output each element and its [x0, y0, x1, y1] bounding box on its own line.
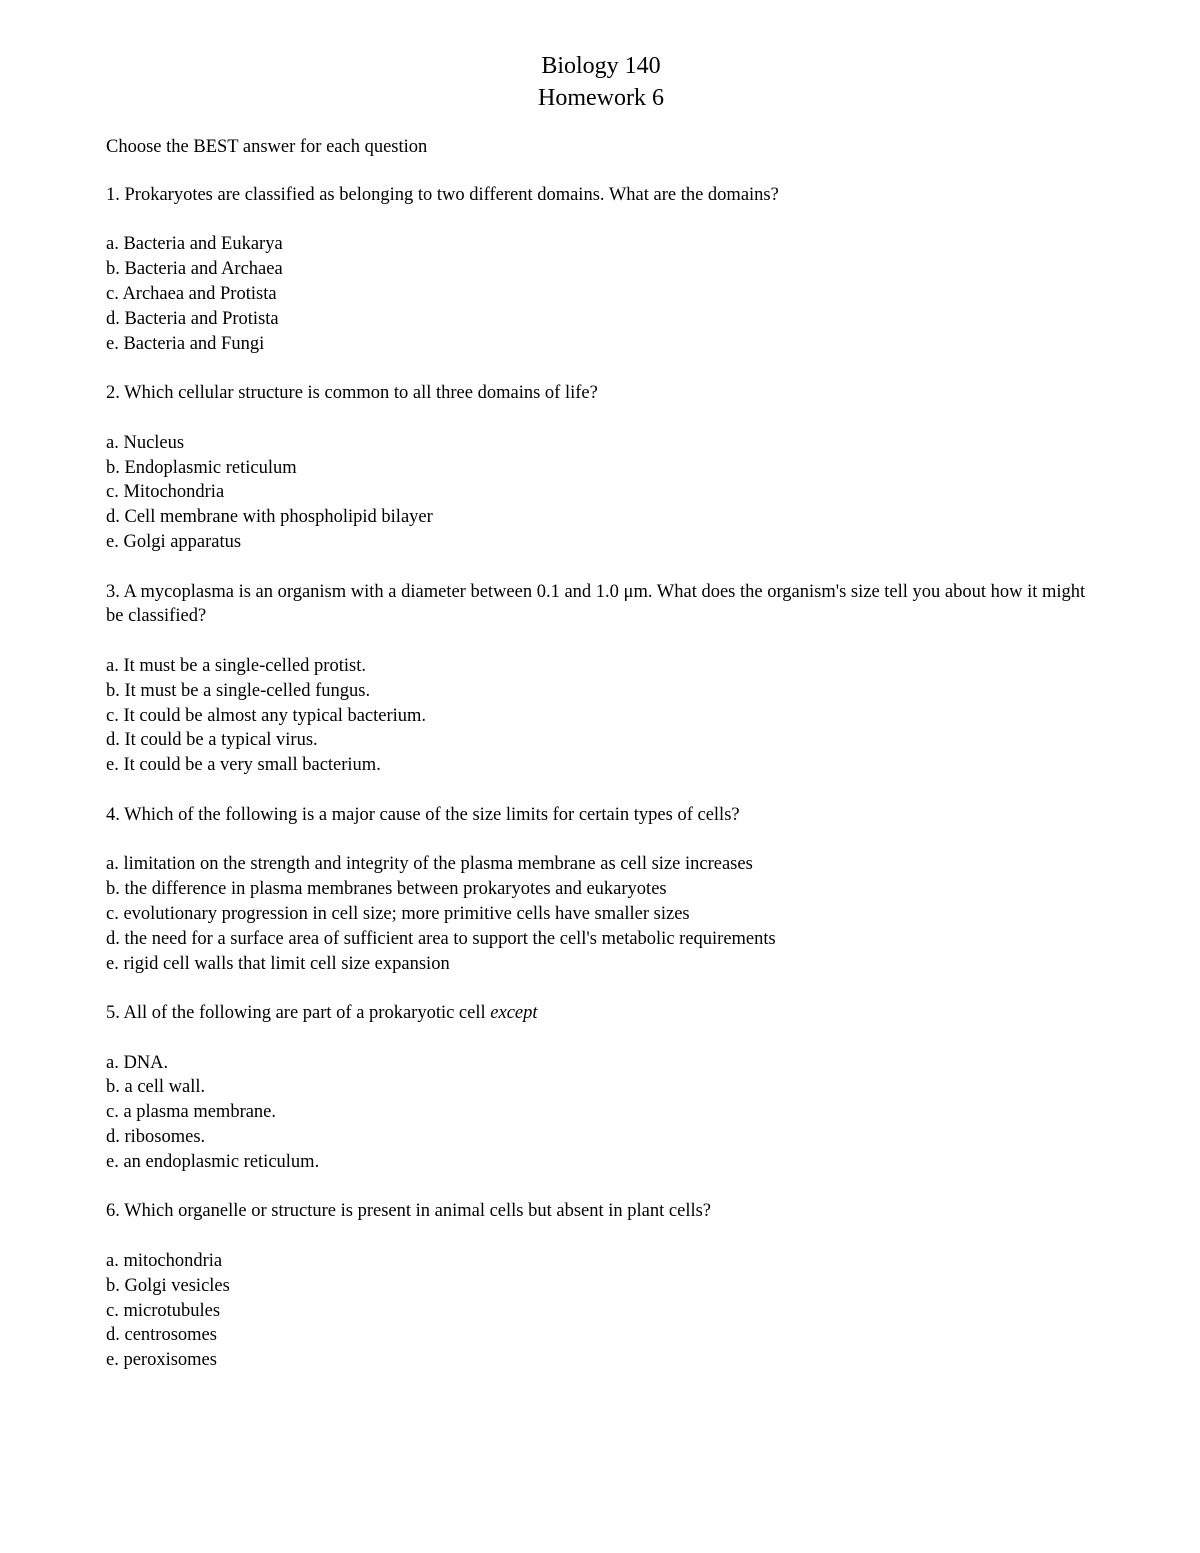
- option-c: c. It could be almost any typical bacterium.: [106, 705, 427, 726]
- option-b: b. It must be a single-celled fungus.: [106, 680, 371, 701]
- option-e: e. Bacteria and Fungi: [106, 333, 265, 354]
- course-title: Biology 140: [541, 53, 661, 79]
- question-3: [106, 580, 1096, 778]
- question-5: [106, 1001, 1096, 1175]
- option-c: c. microtubules: [106, 1300, 221, 1321]
- assignment-title: Homework 6: [538, 85, 664, 111]
- question-text: 4. Which of the following is a major cause of the size limits for certain types of cells?: [106, 804, 740, 825]
- question-emphasis: except: [490, 1003, 538, 1024]
- question-text: 3. A mycoplasma is an organism with a diameter between 0.1 and 1.0 μm. What does the organism's size tell you about how it might be classified?: [106, 581, 1086, 627]
- option-b: b. Bacteria and Archaea: [106, 259, 283, 280]
- question-2: [106, 381, 1096, 555]
- option-c: c. evolutionary progression in cell size; more primitive cells have smaller sizes: [106, 903, 690, 924]
- option-d: d. Cell membrane with phospholipid bilayer: [106, 507, 433, 528]
- document-header: [106, 50, 1096, 114]
- option-b: b. Golgi vesicles: [106, 1275, 230, 1296]
- question-1: [106, 183, 1096, 357]
- option-c: c. Mitochondria: [106, 482, 225, 503]
- option-c: c. Archaea and Protista: [106, 283, 277, 304]
- question-text: 6. Which organelle or structure is present in animal cells but absent in plant cells?: [106, 1201, 712, 1222]
- option-b: b. the difference in plasma membranes between prokaryotes and eukaryotes: [106, 879, 667, 900]
- option-e: e. Golgi apparatus: [106, 531, 242, 552]
- question-text: 1. Prokaryotes are classified as belonging to two different domains. What are the domains?: [106, 184, 779, 205]
- question-text: [106, 1001, 1096, 1026]
- option-e: e. an endoplasmic reticulum.: [106, 1151, 320, 1172]
- option-a: a. mitochondria: [106, 1251, 223, 1272]
- option-e: e. It could be a very small bacterium.: [106, 755, 381, 776]
- option-b: b. Endoplasmic reticulum: [106, 457, 297, 478]
- option-d: d. It could be a typical virus.: [106, 730, 318, 751]
- option-a: a. Bacteria and Eukarya: [106, 234, 283, 255]
- option-d: d. ribosomes.: [106, 1127, 206, 1148]
- question-6: [106, 1199, 1096, 1373]
- question-text: 2. Which cellular structure is common to all three domains of life?: [106, 383, 598, 404]
- document-page: [106, 50, 1096, 1398]
- option-c: c. a plasma membrane.: [106, 1102, 277, 1123]
- option-a: a. limitation on the strength and integrity of the plasma membrane as cell size increases: [106, 854, 753, 875]
- option-d: d. centrosomes: [106, 1325, 217, 1346]
- option-e: e. peroxisomes: [106, 1350, 217, 1371]
- question-text-main: 5. All of the following are part of a prokaryotic cell: [106, 1003, 491, 1024]
- option-e: e. rigid cell walls that limit cell size expansion: [106, 953, 450, 974]
- option-a: a. DNA.: [106, 1052, 169, 1073]
- instructions: Choose the BEST answer for each question: [106, 137, 428, 157]
- option-a: a. It must be a single-celled protist.: [106, 655, 366, 676]
- option-b: b. a cell wall.: [106, 1077, 206, 1098]
- option-d: d. Bacteria and Protista: [106, 308, 279, 329]
- option-a: a. Nucleus: [106, 432, 185, 453]
- question-4: [106, 803, 1096, 977]
- option-d: d. the need for a surface area of sufficient area to support the cell's metabolic requirements: [106, 928, 776, 949]
